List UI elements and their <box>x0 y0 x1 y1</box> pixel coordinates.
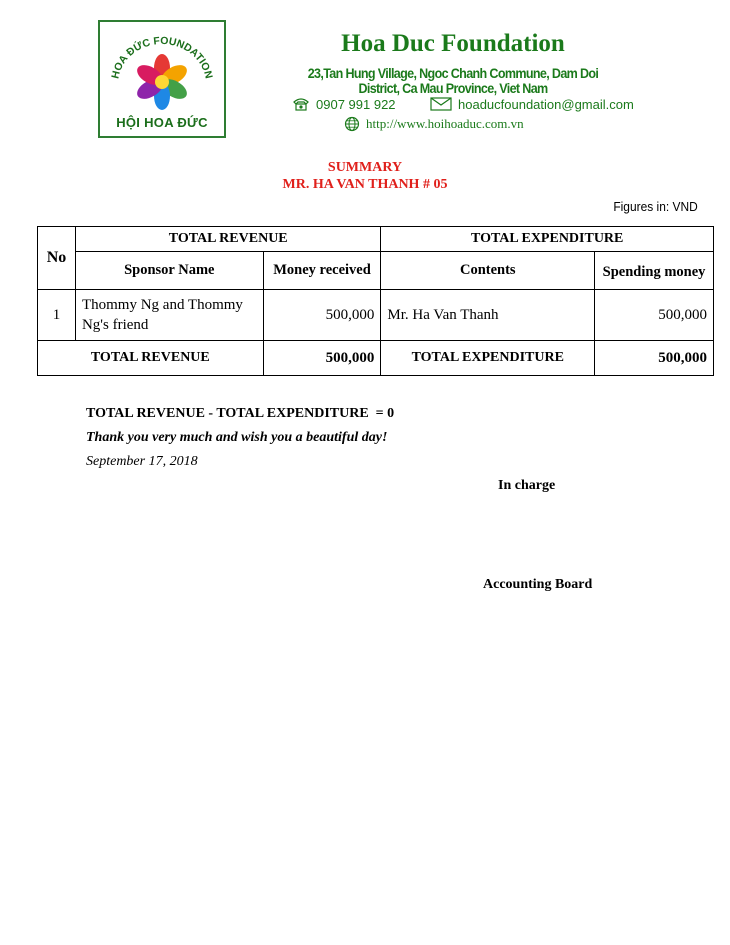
col-header-money-received: Money received <box>263 252 381 290</box>
logo-bottom-text: HỘI HOA ĐỨC <box>116 115 208 130</box>
summary-title: SUMMARY <box>327 160 403 175</box>
total-expenditure-value: 500,000 <box>595 341 714 376</box>
table-total-row <box>38 341 714 376</box>
org-name: Hoa Duc Foundation <box>341 30 565 57</box>
total-revenue-value: 500,000 <box>263 341 381 376</box>
table-row <box>38 290 714 341</box>
phone-icon <box>292 97 310 111</box>
in-charge-label: In charge <box>498 478 556 493</box>
total-expenditure-label: TOTAL EXPENDITURE <box>381 341 595 376</box>
website-contact <box>344 114 524 134</box>
row-sponsor: Thommy Ng and Thommy Ng's friend <box>75 290 263 341</box>
group-header-expenditure: TOTAL EXPENDITURE <box>381 227 714 252</box>
group-header-revenue: TOTAL REVENUE <box>75 227 380 252</box>
total-revenue-label: TOTAL REVENUE <box>38 341 264 376</box>
col-header-contents: Contents <box>381 252 595 290</box>
row-money-received: 500,000 <box>263 290 381 341</box>
accounting-board-label: Accounting Board <box>483 577 593 592</box>
phone-number: 0907 991 922 <box>316 96 396 112</box>
website-link[interactable]: http://www.hoihoaduc.com.vn <box>366 116 524 131</box>
summary-subtitle: MR. HA VAN THANH # 05 <box>282 177 448 192</box>
col-header-no: No <box>38 227 76 290</box>
phone-contact <box>292 94 396 114</box>
col-header-sponsor: Sponsor Name <box>75 252 263 290</box>
globe-icon <box>344 116 360 132</box>
email-contact <box>430 94 634 114</box>
logo-arc-text: HOA ĐỨC FOUNDATION <box>109 34 215 80</box>
document-date: September 17, 2018 <box>86 454 198 469</box>
envelope-icon <box>430 97 452 111</box>
row-contents: Mr. Ha Van Thanh <box>381 290 595 341</box>
thank-you-note: Thank you very much and wish you a beautiful day! <box>86 430 388 445</box>
col-header-spending: Spending money <box>595 252 714 290</box>
foundation-logo <box>98 20 226 138</box>
row-spending: 500,000 <box>595 290 714 341</box>
table-header-row <box>38 227 714 252</box>
email-address[interactable]: hoaducfoundation@gmail.com <box>458 96 634 112</box>
figures-unit-note: Figures in: VND <box>613 199 698 214</box>
row-no: 1 <box>38 290 76 341</box>
summary-table <box>37 226 714 376</box>
org-address: 23,Tan Hung Village, Ngoc Chanh Commune, Dam Doi District, Ca Mau Province, Viet Nam <box>307 66 599 96</box>
table-subheader-row <box>38 252 714 290</box>
balance-statement: TOTAL REVENUE - TOTAL EXPENDITURE = 0 <box>86 406 395 421</box>
